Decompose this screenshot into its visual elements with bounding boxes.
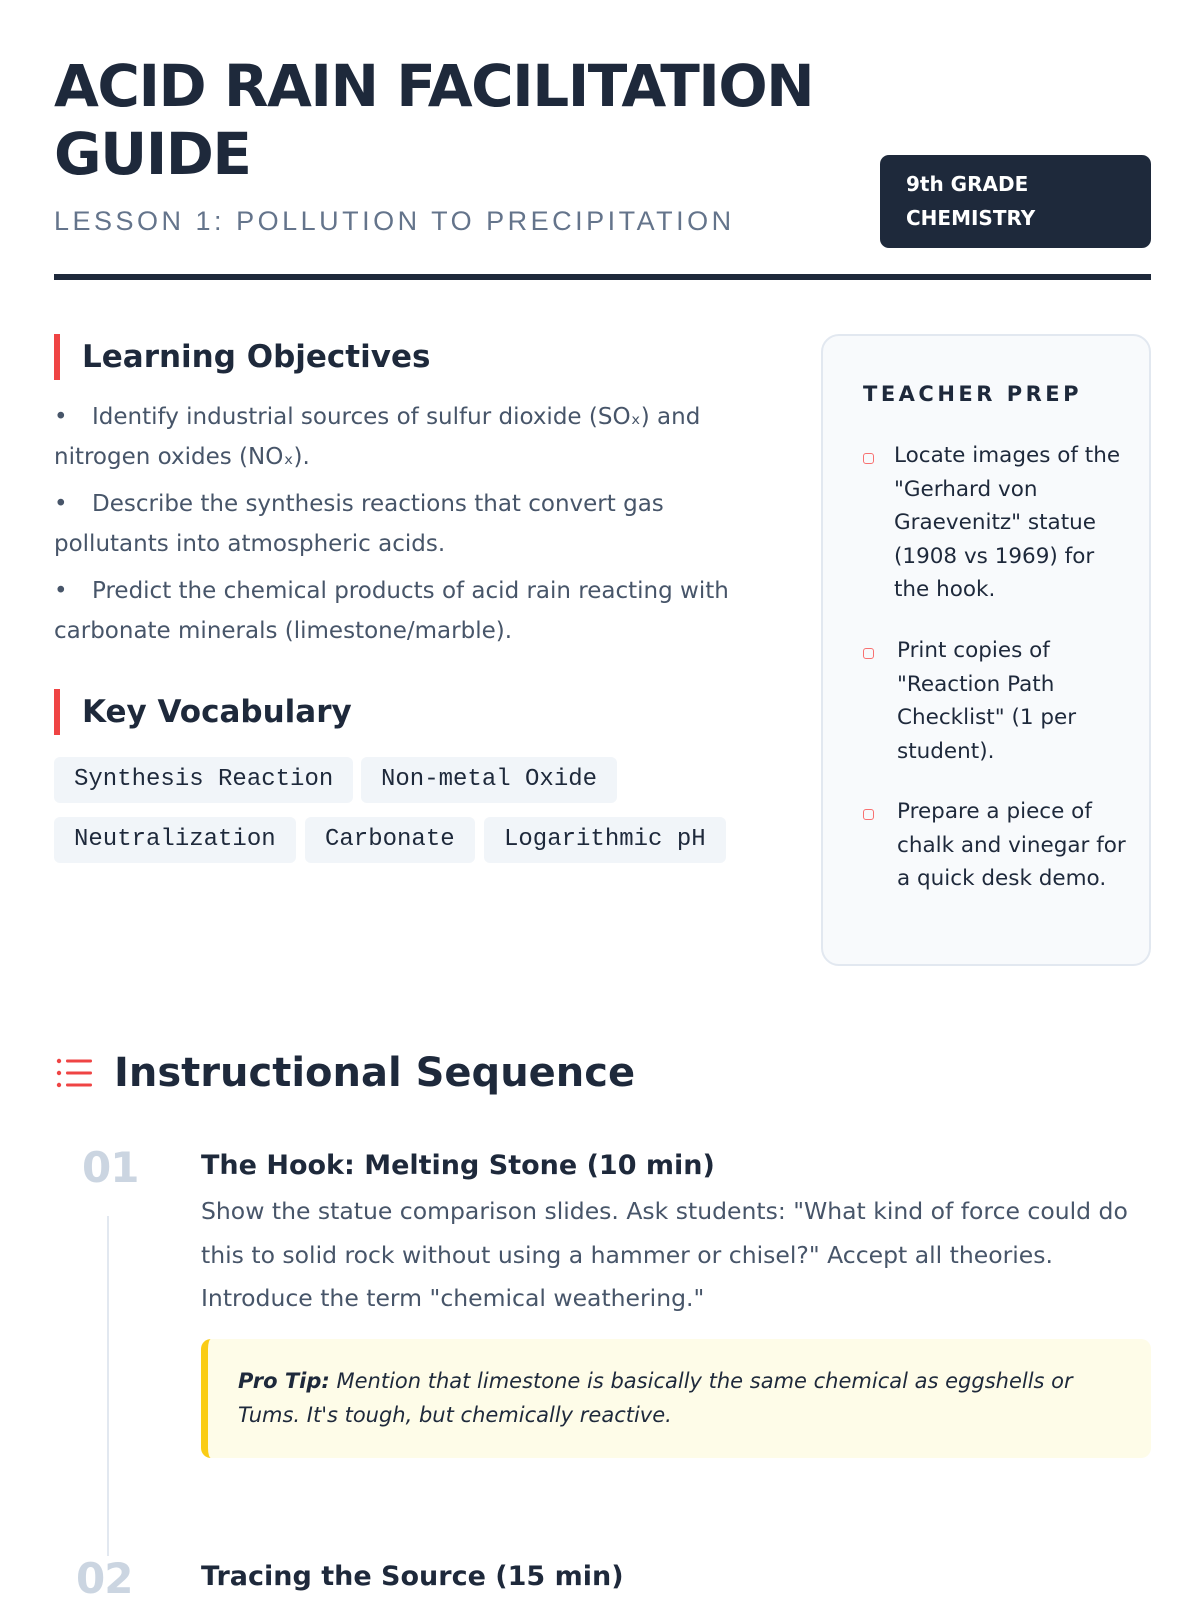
objective-text: Predict the chemical products of acid rain reacting with carbonate minerals (limestone/marble). — [54, 578, 729, 644]
grade-badge: 9th GRADE CHEMISTRY — [880, 155, 1151, 248]
step-connector — [107, 1216, 109, 1556]
vocab-chip: Synthesis Reaction — [54, 757, 353, 803]
objectives-heading: Learning Objectives — [54, 334, 430, 380]
bullet-icon: • — [54, 491, 68, 517]
vocab-chip: Carbonate — [305, 817, 475, 863]
pro-tip-label: Pro Tip: — [238, 1369, 330, 1393]
page-title: ACID RAIN FACILITATION GUIDE — [54, 52, 814, 188]
sequence-heading: Instructional Sequence — [114, 1050, 636, 1096]
objective-text: Identify industrial sources of sulfur dioxide (SOₓ) and nitrogen oxides (NOₓ). — [54, 404, 701, 470]
teacher-prep-title: TEACHER PREP — [863, 382, 1083, 406]
teacher-prep-card — [821, 334, 1151, 966]
objective-item — [54, 397, 774, 477]
pro-tip-callout — [201, 1339, 1151, 1458]
bullet-icon: • — [54, 404, 68, 430]
step-number: 02 — [76, 1554, 133, 1600]
pro-tip-text: Mention that limestone is basically the same chemical as eggshells or Tums. It's tough, but chemically reactive. — [238, 1369, 1073, 1427]
list-icon — [56, 1058, 92, 1088]
step-title: The Hook: Melting Stone (10 min) — [201, 1150, 715, 1181]
step-description: Show the statue comparison slides. Ask students: "What kind of force could do this to solid rock without using a hammer or chisel?" Accept all theories. Introduce the term "chemical weathering." — [201, 1197, 1128, 1312]
bullet-icon: • — [54, 578, 68, 604]
vocab-chip: Non-metal Oxide — [361, 757, 617, 803]
vocabulary-heading: Key Vocabulary — [54, 689, 352, 735]
lesson-subtitle: LESSON 1: POLLUTION TO PRECIPITATION — [54, 206, 735, 236]
step-title: Tracing the Source (15 min) — [201, 1561, 624, 1592]
objective-text: Describe the synthesis reactions that convert gas pollutants into atmospheric acids. — [54, 491, 664, 557]
step-number: 01 — [82, 1143, 139, 1192]
objectives-list — [54, 397, 774, 658]
prep-item-text: Locate images of the "Gerhard von Graevenitz" statue (1908 vs 1969) for the hook. — [894, 443, 1121, 602]
prep-item-text: Print copies of "Reaction Path Checklist" (1 per student). — [897, 638, 1077, 764]
checkbox-icon — [863, 809, 874, 820]
objective-item — [54, 484, 774, 564]
objective-item — [54, 571, 774, 651]
header-divider — [54, 274, 1151, 280]
checkbox-icon — [863, 648, 874, 659]
prep-item-text: Prepare a piece of chalk and vinegar for a quick desk demo. — [897, 799, 1126, 891]
vocab-chip: Neutralization — [54, 817, 296, 863]
checkbox-icon — [863, 453, 874, 464]
vocab-chip: Logarithmic pH — [484, 817, 726, 863]
